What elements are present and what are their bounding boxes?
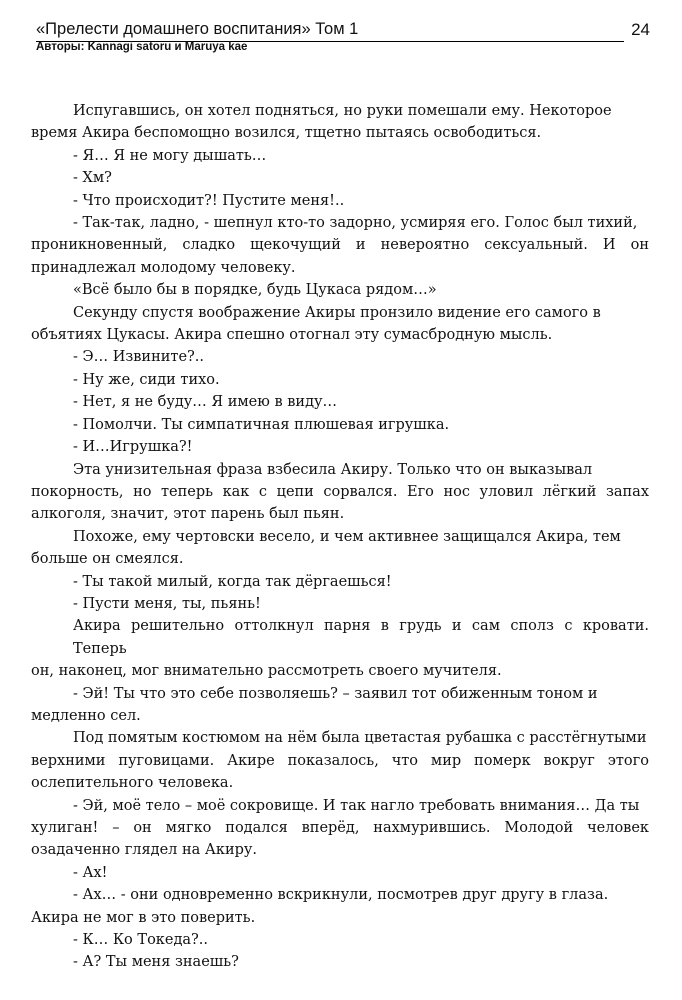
paragraph-first-line: - Эй, моё тело – моё сокровище. И так нагло требовать внимания… Да ты (73, 797, 640, 814)
paragraph (73, 346, 649, 368)
book-title: «Прелести домашнего воспитания» Том 1 (36, 20, 359, 38)
paragraph (73, 167, 649, 189)
paragraph-continuation: Акира не мог в это поверить. (31, 909, 256, 926)
paragraph (73, 593, 649, 615)
paragraph (73, 145, 649, 167)
paragraph (73, 414, 649, 436)
paragraph (31, 727, 649, 794)
authors-line: Авторы: Kannagi satoru и Maruya kae (36, 41, 248, 53)
paragraph (73, 571, 649, 593)
paragraph (73, 862, 649, 884)
paragraph (73, 951, 649, 973)
paragraph-continuation: верхними пуговицами. Акире показалось, что мир померк вокруг этого ослепительного человека. (31, 752, 649, 792)
paragraph-first-line: - Что происходит?! Пустите меня!.. (73, 192, 345, 209)
paragraph (31, 100, 649, 145)
paragraph (73, 369, 649, 391)
paragraph-continuation: покорность, но теперь как с цепи сорвался. Его нос уловил лёгкий запах алкоголя, значит, этот парень был пьян. (31, 483, 649, 523)
paragraph (31, 795, 649, 862)
paragraph-first-line: «Всё было бы в порядке, будь Цукаса рядом…» (73, 282, 437, 299)
paragraph (31, 615, 649, 682)
paragraph (31, 459, 649, 526)
paragraph-first-line: - Ну же, сиди тихо. (73, 371, 220, 388)
paragraph-first-line: Под помятым костюмом на нём была цветастая рубашка с расстёгнутыми (73, 730, 647, 747)
paragraph-first-line: - Ах… - они одновременно вскрикнули, посмотрев друг другу в глаза. (73, 887, 609, 904)
paragraph-first-line: - Хм? (73, 170, 112, 187)
paragraph-continuation: медленно сел. (31, 707, 141, 724)
paragraph (31, 302, 649, 347)
body-text (31, 100, 649, 974)
paragraph (73, 279, 649, 301)
paragraph (31, 526, 649, 571)
paragraph-first-line: - Ты такой милый, когда так дёргаешься! (73, 573, 392, 590)
paragraph-first-line: Акира решительно оттолкнул парня в грудь и сам сполз с кровати. Теперь (73, 618, 649, 657)
page-number: 24 (631, 20, 650, 39)
paragraph-continuation: больше он смеялся. (31, 551, 184, 568)
paragraph-first-line: Эта унизительная фраза взбесила Акиру. Только что он выказывал (73, 461, 593, 478)
paragraph (31, 683, 649, 728)
paragraph-first-line: Испугавшись, он хотел подняться, но руки помешали ему. Некоторое (73, 103, 612, 119)
paragraph-first-line: - Э… Извините?.. (73, 349, 205, 366)
paragraph-continuation: объятиях Цукасы. Акира спешно отогнал эту сумасбродную мысль. (31, 327, 553, 344)
paragraph (73, 391, 649, 413)
paragraph (31, 884, 649, 929)
paragraph-first-line: Секунду спустя воображение Акиры пронзило видение его самого в (73, 304, 601, 321)
paragraph-continuation: проникновенный, сладко щекочущий и невероятно сексуальный. И он принадлежал молодому человеку. (31, 237, 649, 276)
paragraph-first-line: - Пусти меня, ты, пьянь! (73, 595, 261, 612)
paragraph (73, 190, 649, 212)
paragraph-first-line: - Эй! Ты что это себе позволяешь? – заявил тот обиженным тоном и (73, 685, 598, 702)
paragraph-continuation: хулиган! – он мягко подался вперёд, нахмурившись. Молодой человек озадаченно глядел на Акиру. (31, 820, 649, 859)
paragraph-first-line: - Ах! (73, 864, 108, 881)
paragraph-first-line: - И…Игрушка?! (73, 439, 193, 456)
paragraph-first-line: - А? Ты меня знаешь? (73, 954, 239, 971)
paragraph-first-line: - Помолчи. Ты симпатичная плюшевая игрушка. (73, 416, 450, 433)
paragraph-continuation: он, наконец, мог внимательно рассмотреть своего мучителя. (31, 663, 502, 680)
paragraph-first-line: - Так-так, ладно, - шепнул кто-то задорно, усмиряя его. Голос был тихий, (73, 215, 638, 232)
paragraph (73, 436, 649, 458)
paragraph-first-line: - К… Ко Токеда?.. (73, 932, 209, 949)
paragraph (31, 212, 649, 279)
paragraph-first-line: - Нет, я не буду… Я имею в виду… (73, 394, 338, 411)
paragraph (73, 929, 649, 951)
page-header (36, 18, 650, 62)
paragraph-continuation: время Акира беспомощно возился, тщетно пытаясь освободиться. (31, 125, 542, 142)
paragraph-first-line: Похоже, ему чертовски весело, и чем активнее защищался Акира, тем (73, 528, 621, 545)
paragraph-first-line: - Я… Я не могу дышать… (73, 147, 267, 164)
